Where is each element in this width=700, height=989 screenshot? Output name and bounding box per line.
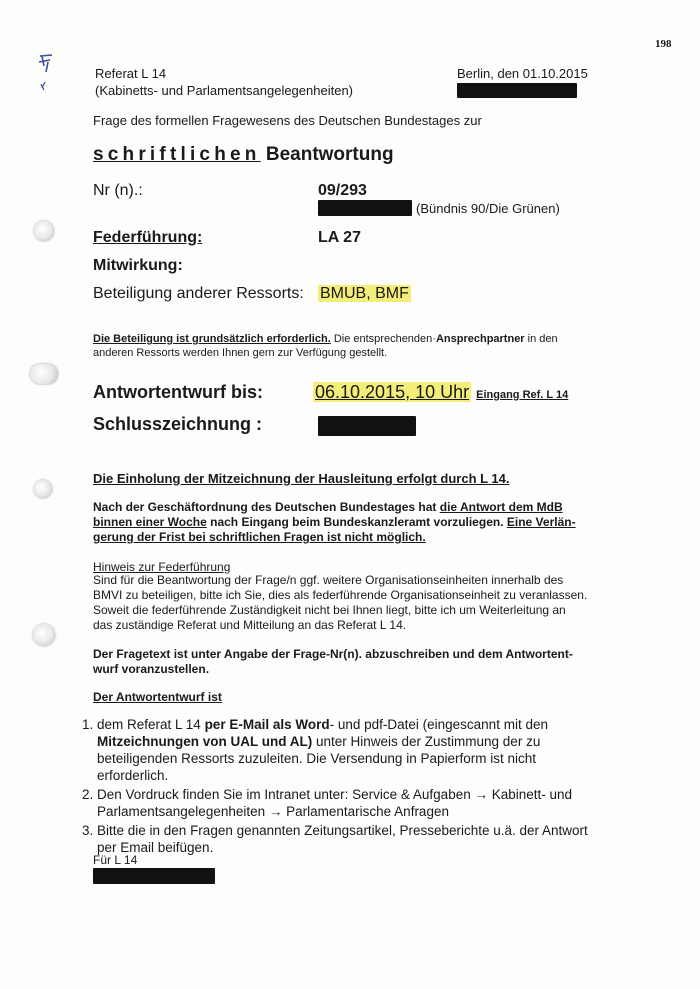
- instruction-list: [75, 716, 610, 858]
- redaction-nr: [318, 200, 412, 216]
- fragetext-line2: wurf voranzustellen.: [93, 662, 210, 676]
- beteiligung-note-line1: Die Beteiligung ist grundsätzlich erforderlich. Die entsprechenden·Ansprechpartner in den: [93, 333, 558, 345]
- einholung-text: Die Einholung der Mitzeichnung der Hausleitung erfolgt durch L 14.: [93, 471, 510, 486]
- header-org-line1: Referat L 14: [95, 66, 167, 81]
- beteiligung-label: Beteiligung anderer Ressorts:: [93, 285, 304, 302]
- hinweis-line3: Soweit die federführende Zuständigkeit nicht bei Ihnen liegt, bitte ich um Weiterleitung an: [93, 603, 566, 617]
- stamp-mark-icon: [36, 52, 58, 96]
- redaction-signature: [93, 868, 215, 884]
- list-item: 2. Den Vordruck finden Sie im Intranet unter: Service & Aufgaben → Kabinett- und Parlamentsangelegenheiten → Parlamentarische Anfragen: [97, 786, 610, 820]
- federfuehrung-label: Federführung:: [93, 229, 203, 246]
- beteiligung-note-line2: anderen Ressorts werden Ihnen gern zur Verfügung gestellt.: [93, 347, 388, 359]
- title-spaced: schriftlichen: [93, 144, 261, 165]
- document-title: [93, 144, 394, 166]
- hinweis-heading: Hinweis zur Federführung: [93, 560, 231, 574]
- antwort-deadline: 06.10.2015, 10 Uhr Eingang Ref. L 14: [315, 382, 569, 402]
- redaction-schluss: [318, 416, 416, 436]
- signature-label: Für L 14: [93, 853, 138, 867]
- punch-hole-3: [34, 480, 52, 498]
- redaction-header: [457, 83, 577, 98]
- federfuehrung-value: LA 27: [318, 229, 361, 246]
- nr-value: 09/293: [318, 182, 367, 199]
- entwurf-heading: Der Antwortentwurf ist: [93, 690, 222, 704]
- go-line1: Nach der Geschäftordnung des Deutschen Bundestages hat die Antwort dem MdB: [93, 500, 563, 514]
- fragetext-line1: Der Fragetext ist unter Angabe der Frage-Nr(n). abzuschreiben und dem Antwortent-: [93, 647, 573, 661]
- page-number: 198: [655, 38, 672, 50]
- stamp-mark: [36, 52, 58, 101]
- hinweis-line2: BMVI zu beteiligen, bitte ich Sie, dies als federführende Organisationseinheit zu veranlassen.: [93, 588, 588, 602]
- nr-label: Nr (n).:: [93, 182, 143, 199]
- title-rest: Beantwortung: [265, 144, 394, 165]
- schluss-label: Schlusszeichnung :: [93, 414, 263, 434]
- go-line2: binnen einer Woche nach Eingang beim Bundeskanzleramt vorzuliegen. Eine Verlän-: [93, 515, 576, 529]
- intro-text: Frage des formellen Fragewesens des Deutschen Bundestages zur: [93, 113, 482, 128]
- beteiligung-value: BMUB, BMF: [320, 285, 409, 302]
- list-item: 1. dem Referat L 14 per E-Mail als Word- und pdf-Datei (eingescannt mit den Mitzeichnungen von UAL und AL) unter Hinweis der Zustimmung der zu beteiligenden Ressorts zuzuleiten. Die Versendung in Papierform ist nicht erforderlich.: [97, 716, 610, 784]
- hinweis-line1: Sind für die Beantwortung der Frage/n ggf. weitere Organisationseinheiten innerhalb des: [93, 573, 564, 587]
- header-place-date: Berlin, den 01.10.2015: [457, 66, 588, 81]
- hinweis-line4: das zuständige Referat und Mitteilung an das Referat L 14.: [93, 618, 407, 632]
- punch-hole-4: [33, 624, 55, 646]
- go-line3: gerung der Frist bei schriftlichen Fragen ist nicht möglich.: [93, 530, 426, 544]
- party: (Bündnis 90/Die Grünen): [416, 201, 560, 216]
- mitwirkung-label: Mitwirkung:: [93, 257, 183, 274]
- antwort-label: Antwortentwurf bis:: [93, 382, 263, 402]
- list-item: 3. Bitte die in den Fragen genannten Zeitungsartikel, Presseberichte u.ä. der Antwort per Email beifügen.: [97, 822, 610, 856]
- punch-hole-2: [30, 364, 58, 384]
- punch-hole-1: [34, 221, 54, 241]
- header-org-line2: (Kabinetts- und Parlamentsangelegenheiten): [95, 83, 354, 98]
